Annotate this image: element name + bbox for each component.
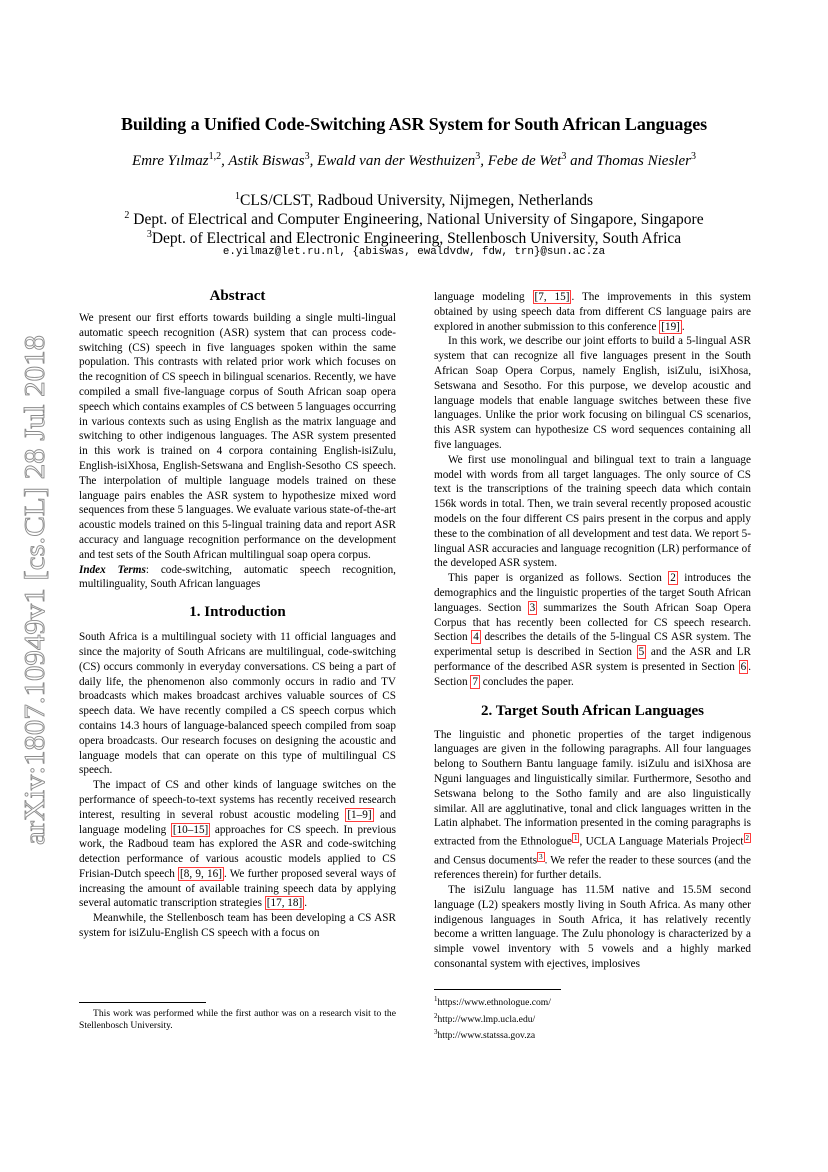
author-name: Thomas Niesler xyxy=(596,153,691,169)
footnote-url[interactable]: http://www.statssa.gov.za xyxy=(437,1030,536,1042)
affiliation-marker: 2 xyxy=(124,210,130,221)
right-paragraph-1 xyxy=(434,290,751,334)
text-run: The impact of CS and other kinds of language switches on the performance of speech-to-text systems has recently received research interest, resulting in several robust acoustic modeling xyxy=(79,779,396,821)
author-affiliation-marker: 1,2 xyxy=(208,151,222,162)
affiliation-3 xyxy=(60,225,768,248)
citation-link[interactable]: [8, 9, 16] xyxy=(180,867,222,880)
section-link[interactable]: 3 xyxy=(529,601,536,614)
abstract-heading: Abstract xyxy=(209,288,266,304)
text-run: describes the details of the 5-lingual CS ASR system. The experimental setup is described in Section xyxy=(434,631,751,659)
citation-link[interactable]: [7, 15] xyxy=(534,291,570,303)
text-run: This paper is organized as follows. Section xyxy=(448,572,669,585)
text-run: summarizes the South African Soap Opera Corpus that has recently been collected for CS speech research. Section xyxy=(434,601,752,644)
text-run: concludes the paper. xyxy=(479,675,574,688)
author-name: Astik Biswas xyxy=(228,153,305,169)
text-run: language modeling xyxy=(434,291,533,303)
paper-title: Building a Unified Code-Switching ASR System for South African Languages xyxy=(120,114,708,134)
affiliation-text: CLS/CLST, Radboud University, Nijmegen, Netherlands xyxy=(239,192,593,210)
section-2-heading: 2. Target South African Languages xyxy=(481,702,704,719)
section-link[interactable]: 6 xyxy=(740,660,747,673)
footnotes-right xyxy=(434,993,751,1043)
intro-paragraph-1: South Africa is a multilingual society with 11 official languages and since the majority of South Africans are multilingual, code-switching (CS) occurs commonly in everyday conversations. CS being a part of daily life, the phenomenon also commonly occurs in radio and TV broadcasts which makes broadcast archives valuable sources of CS speech data. We have recently compiled a CS speech corpus which contains 14.3 hours of language-balanced speech compiled from soap opera broadcasts. Our research focuses on designing the acoustic and language models that can operate on this type of multilingual CS speech. xyxy=(79,631,396,777)
abstract-body: We present our first efforts towards building a single multi-lingual automatic speech recognition (ASR) system that can process code-switching (CS) speech in five languages spoken within the same population. This contrasts with related prior work which focuses on the recognition of CS speech in bilingual scenarios. Recently, we have compiled a small five-language corpus of South African soap opera speech which contains examples of CS between 5 languages occurring in various contexts such as using English as the matrix language and switching to other indigenous languages. The ASR system presented in this work is trained on 4 corpora containing English-isiZulu, English-isiXhosa, English-Setswana and English-Sesotho CS speech. The interpolation of multiple language models trained on these language pairs enables the ASR system to hypothesize mixed word sequences from these 5 languages. We evaluate various state-of-the-art acoustic models trained on this 5-lingual training data and report ASR accuracy and language recognition performance on the development and test sets of the South African multilingual soap opera corpus. xyxy=(79,312,396,561)
index-terms-label: Index Terms xyxy=(79,563,146,576)
section-link[interactable]: 5 xyxy=(638,646,645,659)
arxiv-identifier-text: arXiv:1807.10949v1 [cs.CL] 28 Jul 2018 xyxy=(19,366,51,845)
author-list xyxy=(60,151,768,170)
right-paragraph-6: The isiZulu language has 11.5M native and 15.5M second language (L2) speakers mostly living in South Africa. As many other indigenous languages in South Africa, it has relatively recently become a written language. The Zulu phonology is characterized by a simple vowel inventory with 5 vowels and a highly marked consonantal system with ejectives, implosives xyxy=(434,883,751,970)
intro-paragraph-2 xyxy=(79,778,396,911)
text-run: . We refer the reader to these sources (and the references therein) for further details. xyxy=(434,854,751,882)
right-paragraph-4 xyxy=(434,571,751,689)
section-link[interactable]: 2 xyxy=(670,572,676,585)
text-run: and the ASR and LR performance of the described ASR system is presented in Section xyxy=(434,646,751,673)
footnote-rule-right xyxy=(434,989,561,990)
section-link[interactable]: 7 xyxy=(472,675,478,688)
footnote-url[interactable]: http://www.lmp.ucla.edu/ xyxy=(437,1013,536,1025)
index-terms-text: : code-switching, automatic speech recognition, multilinguality, South African languages xyxy=(79,563,396,591)
text-run: introduces the demographics and the linguistic properties of the target South African languages. Section xyxy=(434,572,751,614)
citation-link[interactable]: [19] xyxy=(661,320,680,333)
author-emails: e.yilmaz@let.ru.nl, {abiswas, ewaldvdw, fdw, trn}@sun.ac.za xyxy=(222,246,606,258)
citation-link[interactable]: [10–15] xyxy=(172,823,209,836)
introduction-heading: 1. Introduction xyxy=(189,604,286,621)
text-run: , UCLA Language Materials Project xyxy=(579,835,744,848)
intro-paragraph-3: Meanwhile, the Stellenbosch team has been developing a CS ASR system for isiZulu-English CS speech with a focus on xyxy=(79,912,396,940)
author-name: Emre Yılmaz xyxy=(132,153,209,169)
author-separator: , xyxy=(309,153,318,169)
citation-link[interactable]: [17, 18] xyxy=(266,897,303,910)
footnote-link[interactable]: 2 xyxy=(745,834,749,843)
author-affiliation-marker: 3 xyxy=(561,151,567,162)
author-name: Febe de Wet xyxy=(487,153,562,169)
section-link[interactable]: 4 xyxy=(473,631,479,644)
text-run: The linguistic and phonetic properties of the target indigenous languages are given in the following paragraphs. All four languages belong to Southern Bantu language family. isiZulu and isiXhosa are Nguni languages and linguistically similar. Furthermore, Sesotho and Setswana belong to the Sotho family and are also linguistically similar. All are agglutinative, tonal and click languages written in the Latin alphabet. The information presented in the coming paragraphs is extracted from the Ethnologue xyxy=(434,728,751,848)
affiliation-text: Dept. of Electrical and Electronic Engineering, Stellenbosch University, South Africa xyxy=(151,230,682,248)
left-column xyxy=(79,286,396,941)
author-separator: , xyxy=(480,153,488,169)
affiliation-text: Dept. of Electrical and Computer Engineering, National University of Singapore, Singapore xyxy=(129,211,704,229)
author-affiliation-marker: 3 xyxy=(690,151,696,162)
footnote-left: This work was performed while the first author was on a research visit to the Stellenbosch University. xyxy=(79,1008,396,1032)
index-terms xyxy=(79,563,396,593)
footnote-number: 2 xyxy=(434,1011,438,1020)
affiliation-marker: 1 xyxy=(234,191,240,202)
citation-link[interactable]: [1–9] xyxy=(347,808,372,821)
arxiv-identifier-stamp xyxy=(4,330,54,850)
footnote-item xyxy=(434,1010,751,1027)
footnote-item xyxy=(434,993,751,1010)
author-separator: , xyxy=(221,153,229,169)
text-run: . xyxy=(304,897,307,910)
footnote-item xyxy=(434,1026,751,1043)
right-paragraph-5 xyxy=(434,728,751,883)
footnote-number: 3 xyxy=(434,1028,438,1037)
footnote-url[interactable]: https://www.ethnologue.com/ xyxy=(437,997,551,1009)
text-run: . Section xyxy=(434,660,751,688)
right-paragraph-3: We first use monolingual and bilingual text to train a language model with words from all target languages. The only source of CS text is the transcriptions of the training speech data which contain 156k words in total. Then, we train several recently proposed acoustic models on the four different CS pairs present in the corpus and apply these to the combination of all development and test data. We report 5-lingual ASR accuracies and language recognition (LR) performance of the developed ASR system. xyxy=(434,453,751,570)
author-affiliation-marker: 3 xyxy=(304,151,310,162)
author-separator: and xyxy=(566,153,597,169)
text-run: . The improvements in this system obtained by using speech data from different CS language pairs are explored in another submission to this conference xyxy=(434,291,752,333)
text-run: and Census documents xyxy=(434,854,538,867)
right-column xyxy=(434,290,751,972)
footnote-link[interactable]: 1 xyxy=(573,834,578,843)
footnote-link[interactable]: 3 xyxy=(539,852,543,861)
text-run: . xyxy=(681,320,685,333)
footnote-rule-left xyxy=(79,1002,206,1003)
author-name: Ewald van der Westhuizen xyxy=(317,153,476,169)
affiliation-marker: 3 xyxy=(146,229,152,240)
text-run: . We further proposed several ways of increasing the amount of available training speech data by applying several automatic transcription strategies xyxy=(79,867,396,910)
footnote-number: 1 xyxy=(434,995,438,1003)
author-affiliation-marker: 3 xyxy=(475,151,481,162)
text-run: and language modeling xyxy=(79,808,397,836)
right-paragraph-2: In this work, we describe our joint efforts to build a 5-lingual ASR system that can recognize all five languages present in the South African Soap Opera Corpus, namely English, isiZulu, isiXhosa, Setswana and Sesotho. For this purpose, we develop acoustic and language models that enable language switches between these five languages. Unlike the prior work focusing on bilingual CS scenarios, this ASR system can hypothesize CS word sequences containing all five languages. xyxy=(434,335,751,451)
text-run: approaches for CS speech. In previous work, the Radboud team has explored the ASR and code-switching detection performance of various acoustic models applied to CS Frisian-Dutch speech xyxy=(79,823,396,880)
